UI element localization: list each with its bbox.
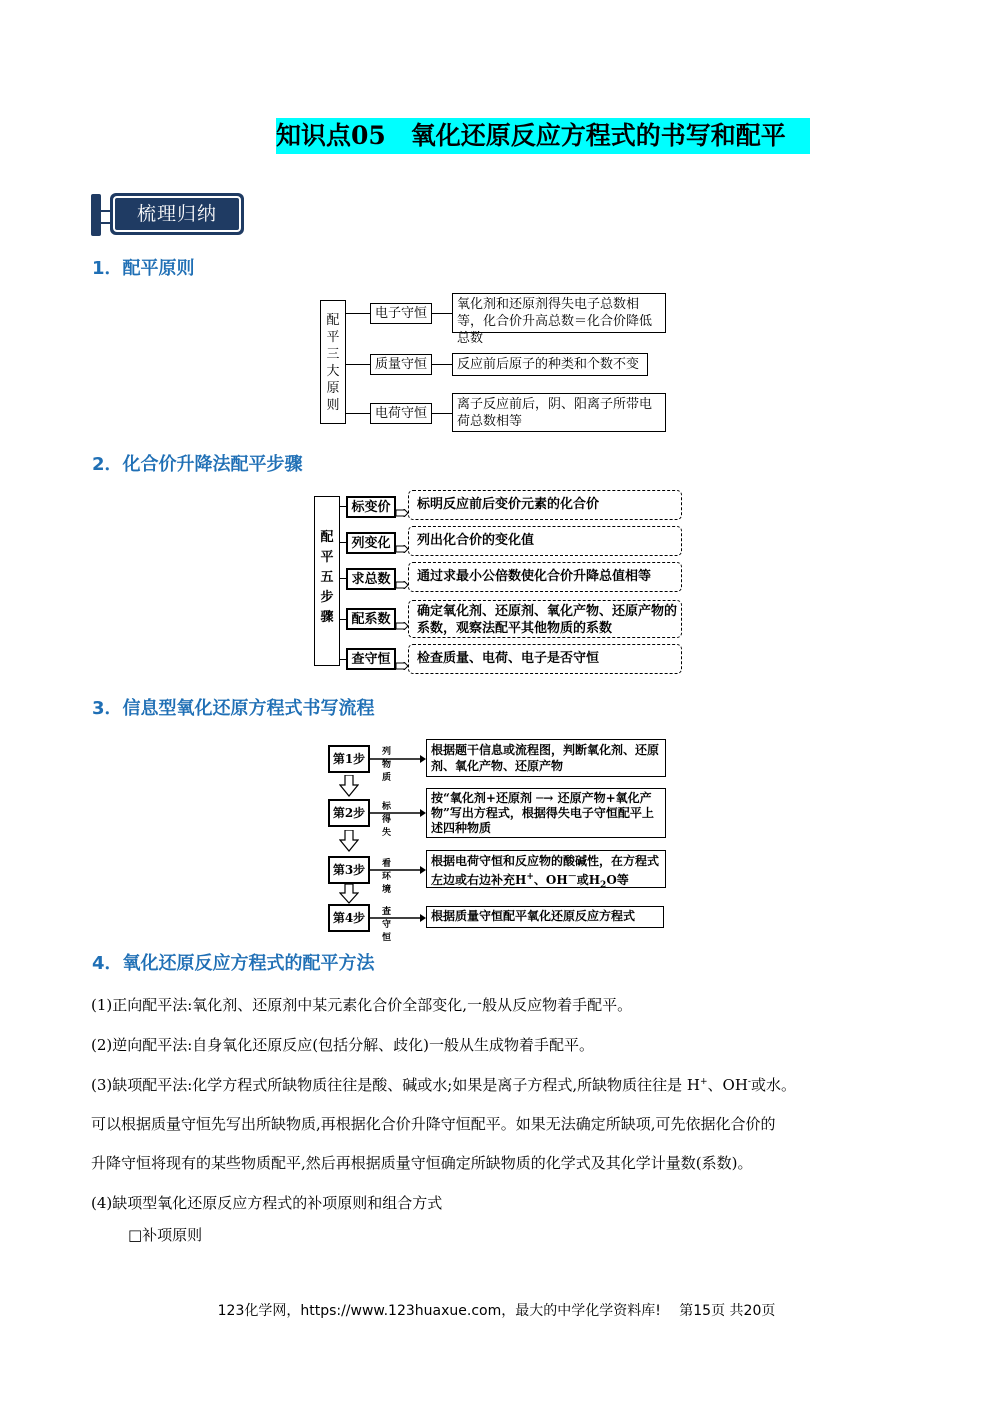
section-heading-2: 2．化合价升降法配平步骤	[92, 454, 303, 475]
flow-step-desc: 根据电荷守恒和反应物的酸碱性，在方程式左边或右边补充H+、OH－或$H_2O$等	[426, 850, 666, 888]
arrow-down-icon	[339, 775, 359, 797]
diagram2-step-desc: 确定氧化剂、还原剂、氧化产物、还原产物的系数，观察法配平其他物质的系数	[408, 600, 682, 638]
arrow-down-icon	[339, 830, 359, 852]
paragraph-line: 可以根据质量守恒先写出所缺物质,再根据化合价升降守恒配平。如果无法确定所缺项,可先依据化合价的	[91, 1115, 776, 1133]
paragraph-reverse-method: (2)逆向配平法:自身氧化还原反应(包括分解、歧化)一般从生成物着手配平。	[91, 1036, 595, 1054]
flow-arrow-icon	[370, 865, 426, 875]
arrow-down-icon	[339, 884, 359, 904]
flow-arrow-icon	[370, 808, 426, 818]
diagram2-step-label: 配系数	[346, 608, 396, 630]
diagram2-step-desc: 检查质量、电荷、电子是否守恒	[408, 644, 682, 674]
diagram2-step-label: 标变价	[346, 496, 396, 518]
paragraph-missing-item-type: (4)缺项型氧化还原反应方程式的补项原则和组合方式	[91, 1194, 443, 1212]
paragraph-line: 升降守恒将现有的某些物质配平,然后再根据质量守恒确定所缺物质的化学式及其化学计量数(系数)。	[91, 1154, 753, 1172]
flow-step-tag: 列物质	[382, 747, 392, 783]
flow-step-label: 第4步	[328, 904, 370, 932]
badge-bar	[91, 194, 101, 236]
page-title: 知识点05 氧化还原反应方程式的书写和配平	[276, 118, 810, 154]
arrow-right-icon	[396, 509, 408, 517]
paragraph-forward-method: (1)正向配平法:氧化剂、还原剂中某元素化合价全部变化,一般从反应物着手配平。	[91, 996, 633, 1014]
arrow-right-icon	[396, 622, 408, 630]
flow-step-label: 第2步	[328, 799, 370, 827]
diagram2-step-label: 求总数	[346, 568, 396, 590]
flow-step-label: 第1步	[328, 745, 370, 773]
section-heading-1: 1．配平原则	[92, 258, 195, 279]
flow-arrow-icon	[370, 754, 426, 764]
section-badge	[110, 193, 244, 235]
arrow-right-icon	[396, 581, 408, 589]
paragraph-supplement-principle: □补项原则	[128, 1226, 203, 1244]
diagram1-item-desc: 氧化剂和还原剂得失电子总数相等，化合价升高总数＝化合价降低总数	[452, 293, 666, 333]
diagram1-item-desc: 离子反应前后，阴、阳离子所带电荷总数相等	[452, 393, 666, 432]
flow-step-tag: 标得失	[382, 802, 392, 838]
arrow-right-icon	[396, 662, 408, 670]
diagram2-root-text: 配平五步骤	[320, 530, 334, 625]
flow-step-tag: 看环境	[382, 859, 392, 895]
flow-step-label: 第3步	[328, 856, 370, 884]
flow-step-tag: 查守恒	[382, 907, 392, 943]
section-heading-3: 3．信息型氧化还原方程式书写流程	[92, 698, 375, 719]
diagram1-root-label	[320, 312, 346, 414]
diagram1-root-text: 配平三大原则	[326, 313, 340, 413]
section-badge-label: 梳理归纳	[113, 196, 241, 232]
diagram2-step-desc: 标明反应前后变价元素的化合价	[408, 490, 682, 520]
paragraph-missing-item-method: (3)缺项配平法:化学方程式所缺物质往往是酸、碱或水;如果是离子方程式,所缺物质往往是 H+、OH-或水。	[91, 1076, 796, 1094]
diagram2-step-label: 查守恒	[346, 648, 396, 670]
flow-step-desc: 根据质量守恒配平氧化还原反应方程式	[426, 906, 664, 928]
diagram2-step-desc: 通过求最小公倍数使化合价升降总值相等	[408, 562, 682, 592]
diagram2-step-desc: 列出化合价的变化值	[408, 526, 682, 556]
section-heading-4: 4．氧化还原反应方程式的配平方法	[92, 953, 375, 974]
page-footer: 123化学网，https://www.123huaxue.com，最大的中学化学资料库! 第15页 共20页	[217, 1303, 776, 1319]
diagram2-step-label: 列变化	[346, 532, 396, 554]
flow-arrow-icon	[370, 913, 426, 923]
diagram1-item-desc: 反应前后原子的种类和个数不变	[452, 353, 648, 376]
diagram1-item-label: 电荷守恒	[370, 403, 432, 424]
arrow-right-icon	[396, 545, 408, 553]
diagram2-root-label	[314, 528, 340, 628]
diagram1-item-label: 电子守恒	[370, 303, 432, 324]
flow-step-desc: 按“氧化剂+还原剂 ─→ 还原产物+氧化产物”写出方程式，根据得失电子守恒配平上述四种物质	[426, 788, 666, 838]
flow-step-desc: 根据题干信息或流程图，判断氧化剂、还原剂、氧化产物、还原产物	[426, 739, 666, 777]
diagram1-item-label: 质量守恒	[370, 354, 432, 375]
